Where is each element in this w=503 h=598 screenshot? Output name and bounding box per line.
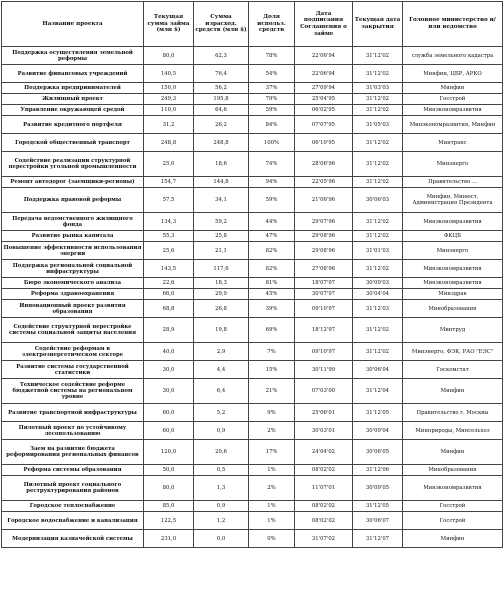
used-share-cell: 17% bbox=[249, 440, 295, 465]
spent-amount-cell: 0,9 bbox=[194, 422, 249, 440]
project-name-cell: Ремонт автодорог (заемщики-регионы) bbox=[2, 177, 144, 188]
ministry-cell: Госстрой bbox=[403, 501, 503, 512]
project-name-cell: Реформа здравоохранения bbox=[2, 289, 144, 300]
ministry-cell: Минэнерго bbox=[403, 152, 503, 177]
closing-date-cell: 30'04'04 bbox=[353, 289, 403, 300]
used-share-cell: 81% bbox=[249, 278, 295, 289]
table-row bbox=[2, 105, 503, 116]
closing-date-cell: 31'12'02 bbox=[353, 231, 403, 242]
loan-amount-cell: 60,0 bbox=[144, 422, 194, 440]
table-row bbox=[2, 260, 503, 278]
used-share-cell: 0% bbox=[249, 530, 295, 548]
spent-amount-cell: 76,4 bbox=[194, 65, 249, 83]
signing-date-cell: 22'06'94 bbox=[295, 47, 353, 65]
spent-amount-cell: 25,8 bbox=[194, 231, 249, 242]
ministry-cell: Минобразования bbox=[403, 465, 503, 476]
table-row bbox=[2, 47, 503, 65]
project-name-cell: Управление окружающей средой bbox=[2, 105, 144, 116]
project-name-cell: Модернизация казначейской системы bbox=[2, 530, 144, 548]
loan-amount-cell: 30,0 bbox=[144, 361, 194, 379]
table-row bbox=[2, 379, 503, 404]
signing-date-cell: 11'07'01 bbox=[295, 476, 353, 501]
project-name-cell: Развитие кредитного портфеля bbox=[2, 116, 144, 134]
spent-amount-cell: 117,6 bbox=[194, 260, 249, 278]
loan-amount-cell: 140,5 bbox=[144, 65, 194, 83]
project-name-cell: Инновационный проект развития образования bbox=[2, 300, 144, 318]
table-row bbox=[2, 318, 503, 343]
ministry-cell: Госстрой bbox=[403, 512, 503, 530]
signing-date-cell: 22'06'94 bbox=[295, 65, 353, 83]
used-share-cell: 84% bbox=[249, 116, 295, 134]
closing-date-cell: 30'06'04 bbox=[353, 361, 403, 379]
closing-date-cell: 31'12'02 bbox=[353, 318, 403, 343]
used-share-cell: 37% bbox=[249, 83, 295, 94]
spent-amount-cell: 26,2 bbox=[194, 116, 249, 134]
signing-date-cell: 07'07'95 bbox=[295, 116, 353, 134]
project-name-cell: Бюро экономического анализа bbox=[2, 278, 144, 289]
ministry-cell: Минфин bbox=[403, 530, 503, 548]
signing-date-cell: 25'06'01 bbox=[295, 404, 353, 422]
used-share-cell: 45% bbox=[249, 289, 295, 300]
closing-date-cell: 31'12'06 bbox=[353, 465, 403, 476]
ministry-cell: Минэкономразвития bbox=[403, 260, 503, 278]
used-share-cell: 82% bbox=[249, 242, 295, 260]
table-row bbox=[2, 65, 503, 83]
spent-amount-cell: 62,3 bbox=[194, 47, 249, 65]
signing-date-cell: 28'06'96 bbox=[295, 152, 353, 177]
loan-amount-cell: 134,3 bbox=[144, 213, 194, 231]
closing-date-cell: 30'06'03 bbox=[353, 188, 403, 213]
signing-date-cell: 29'08'96 bbox=[295, 231, 353, 242]
closing-date-cell: 31'12'02 bbox=[353, 213, 403, 231]
loan-amount-cell: 248,8 bbox=[144, 134, 194, 152]
project-name-cell: Поддержка правовой реформы bbox=[2, 188, 144, 213]
closing-date-cell: 31'12'02 bbox=[353, 152, 403, 177]
used-share-cell: 100% bbox=[249, 134, 295, 152]
table-row bbox=[2, 404, 503, 422]
signing-date-cell: 22'05'96 bbox=[295, 177, 353, 188]
project-name-cell: Развитие транспортной инфраструктуры bbox=[2, 404, 144, 422]
spent-amount-cell: 34,1 bbox=[194, 188, 249, 213]
closing-date-cell: 31'12'02 bbox=[353, 134, 403, 152]
signing-date-cell: 27'08'96 bbox=[295, 260, 353, 278]
signing-date-cell: 30'11'99 bbox=[295, 361, 353, 379]
project-name-cell: Поддержка региональной социальной инфраструктуры bbox=[2, 260, 144, 278]
ministry-cell: ФКЦБ bbox=[403, 231, 503, 242]
ministry-cell: Минэкономразвития bbox=[403, 105, 503, 116]
ministry-cell: Минэкономразвития bbox=[403, 476, 503, 501]
closing-date-cell: 31'12'02 bbox=[353, 177, 403, 188]
spent-amount-cell: 0,0 bbox=[194, 530, 249, 548]
spent-amount-cell: 20,6 bbox=[194, 440, 249, 465]
spent-amount-cell: 21,1 bbox=[194, 242, 249, 260]
project-name-cell: Реформа системы образования bbox=[2, 465, 144, 476]
loan-amount-cell: 120,0 bbox=[144, 440, 194, 465]
closing-date-cell: 31'12'02 bbox=[353, 105, 403, 116]
used-share-cell: 9% bbox=[249, 404, 295, 422]
ministry-cell: Минобразования bbox=[403, 300, 503, 318]
project-name-cell: Повышение эффективности использования энергии bbox=[2, 242, 144, 260]
loan-amount-cell: 231,0 bbox=[144, 530, 194, 548]
used-share-cell: 47% bbox=[249, 231, 295, 242]
ministry-cell: Госстрой bbox=[403, 94, 503, 105]
table-row bbox=[2, 94, 503, 105]
project-name-cell: Городское теплоснабжение bbox=[2, 501, 144, 512]
used-share-cell: 74% bbox=[249, 152, 295, 177]
project-name-cell: Пилотный проект по устойчивому лесопользованию bbox=[2, 422, 144, 440]
closing-date-cell: 30'09'04 bbox=[353, 422, 403, 440]
table-row bbox=[2, 289, 503, 300]
closing-date-cell: 30'06'05 bbox=[353, 440, 403, 465]
header-signing-date: Дата подписания Соглашения о займе bbox=[295, 2, 353, 47]
used-share-cell: 78% bbox=[249, 47, 295, 65]
spent-amount-cell: 2,9 bbox=[194, 343, 249, 361]
spent-amount-cell: 0,9 bbox=[194, 501, 249, 512]
used-share-cell: 59% bbox=[249, 188, 295, 213]
closing-date-cell: 30'09'03 bbox=[353, 278, 403, 289]
loan-amount-cell: 85,0 bbox=[144, 501, 194, 512]
table-row bbox=[2, 278, 503, 289]
header-ministry: Головное министерство и/или ведомство bbox=[403, 2, 503, 47]
closing-date-cell: 31'12'07 bbox=[353, 530, 403, 548]
ministry-cell: Минтруд bbox=[403, 318, 503, 343]
loan-amount-cell: 57,5 bbox=[144, 188, 194, 213]
used-share-cell: 1% bbox=[249, 465, 295, 476]
ministry-cell: Минфин, ЦБР, АРКО bbox=[403, 65, 503, 83]
table-row bbox=[2, 361, 503, 379]
closing-date-cell: 31'01'03 bbox=[353, 242, 403, 260]
table-row bbox=[2, 116, 503, 134]
signing-date-cell: 09'10'97 bbox=[295, 343, 353, 361]
spent-amount-cell: 144,8 bbox=[194, 177, 249, 188]
table-row bbox=[2, 83, 503, 94]
loan-amount-cell: 68,8 bbox=[144, 300, 194, 318]
project-name-cell: Городское водоснабжение и канализация bbox=[2, 512, 144, 530]
table-row bbox=[2, 512, 503, 530]
header-project-name: Название проекта bbox=[2, 2, 144, 47]
used-share-cell: 15% bbox=[249, 361, 295, 379]
table-row bbox=[2, 134, 503, 152]
table-header-row bbox=[2, 2, 503, 47]
header-spent-amount: Сумма израсход. средств (млн $) bbox=[194, 2, 249, 47]
project-name-cell: Поддержка предпринимателей bbox=[2, 83, 144, 94]
signing-date-cell: 30'03'01 bbox=[295, 422, 353, 440]
project-name-cell: Городской общественный транспорт bbox=[2, 134, 144, 152]
signing-date-cell: 08'02'02 bbox=[295, 465, 353, 476]
used-share-cell: 39% bbox=[249, 300, 295, 318]
closing-date-cell: 31'12'05 bbox=[353, 404, 403, 422]
signing-date-cell: 31'07'02 bbox=[295, 530, 353, 548]
ministry-cell: Минэкономразвития bbox=[403, 278, 503, 289]
project-name-cell: Техническое содействие реформе бюджетной системы на региональном уровне bbox=[2, 379, 144, 404]
used-share-cell: 94% bbox=[249, 177, 295, 188]
signing-date-cell: 06'02'95 bbox=[295, 105, 353, 116]
project-name-cell: Поддержка осуществления земельной реформы bbox=[2, 47, 144, 65]
table-row bbox=[2, 231, 503, 242]
loan-amount-cell: 40,0 bbox=[144, 343, 194, 361]
loan-amount-cell: 22,6 bbox=[144, 278, 194, 289]
loan-amount-cell: 31,2 bbox=[144, 116, 194, 134]
loan-amount-cell: 122,5 bbox=[144, 512, 194, 530]
table-row bbox=[2, 465, 503, 476]
table-row bbox=[2, 343, 503, 361]
loan-amount-cell: 150,0 bbox=[144, 83, 194, 94]
table-row bbox=[2, 213, 503, 231]
closing-date-cell: 31'03'03 bbox=[353, 83, 403, 94]
closing-date-cell: 31'12'02 bbox=[353, 65, 403, 83]
signing-date-cell: 21'06'96 bbox=[295, 188, 353, 213]
ministry-cell: Минфин, Минюст, Администрация Президента bbox=[403, 188, 503, 213]
spent-amount-cell: 4,4 bbox=[194, 361, 249, 379]
ministry-cell: Минфин bbox=[403, 379, 503, 404]
loan-amount-cell: 25,0 bbox=[144, 152, 194, 177]
loan-amount-cell: 66,0 bbox=[144, 289, 194, 300]
closing-date-cell: 31'05'03 bbox=[353, 116, 403, 134]
project-name-cell: Развитие рынка капитала bbox=[2, 231, 144, 242]
ministry-cell: Минэкономразвития, Минфин bbox=[403, 116, 503, 134]
project-name-cell: Заем на развитие бюджета реформирования региональных финансов bbox=[2, 440, 144, 465]
closing-date-cell: 31'12'02 bbox=[353, 260, 403, 278]
table-row bbox=[2, 300, 503, 318]
closing-date-cell: 31'12'04 bbox=[353, 379, 403, 404]
loan-amount-cell: 154,7 bbox=[144, 177, 194, 188]
loan-amount-cell: 30,0 bbox=[144, 379, 194, 404]
ministry-cell: Минздрав bbox=[403, 289, 503, 300]
closing-date-cell: 31'12'05 bbox=[353, 501, 403, 512]
ministry-cell: Минэнерго, ФЭК, РАО "ЕЭС" bbox=[403, 343, 503, 361]
project-name-cell: Развитие системы государственной статистики bbox=[2, 361, 144, 379]
loan-amount-cell: 110,0 bbox=[144, 105, 194, 116]
spent-amount-cell: 26,8 bbox=[194, 300, 249, 318]
header-closing-date: Текущая дата закрытия bbox=[353, 2, 403, 47]
closing-date-cell: 31'12'02 bbox=[353, 47, 403, 65]
table-row bbox=[2, 242, 503, 260]
used-share-cell: 79% bbox=[249, 94, 295, 105]
signing-date-cell: 29'08'96 bbox=[295, 242, 353, 260]
used-share-cell: 2% bbox=[249, 476, 295, 501]
spent-amount-cell: 64,6 bbox=[194, 105, 249, 116]
project-name-cell: Пилотный проект социального реструктурирования районов bbox=[2, 476, 144, 501]
spent-amount-cell: 29,9 bbox=[194, 289, 249, 300]
loan-amount-cell: 50,0 bbox=[144, 465, 194, 476]
used-share-cell: 54% bbox=[249, 65, 295, 83]
ministry-cell: Минфин bbox=[403, 440, 503, 465]
signing-date-cell: 09'10'97 bbox=[295, 300, 353, 318]
ministry-cell: Минэкономразвития bbox=[403, 213, 503, 231]
signing-date-cell: 18'12'97 bbox=[295, 318, 353, 343]
spent-amount-cell: 5,2 bbox=[194, 404, 249, 422]
project-name-cell: Передача ведомственного жилищного фонда bbox=[2, 213, 144, 231]
closing-date-cell: 31'12'02 bbox=[353, 94, 403, 105]
signing-date-cell: 06'10'95 bbox=[295, 134, 353, 152]
spent-amount-cell: 248,8 bbox=[194, 134, 249, 152]
project-name-cell: Развитие финансовых учреждений bbox=[2, 65, 144, 83]
closing-date-cell: 31'12'02 bbox=[353, 343, 403, 361]
spent-amount-cell: 0,5 bbox=[194, 465, 249, 476]
loan-amount-cell: 80,0 bbox=[144, 476, 194, 501]
table-row bbox=[2, 177, 503, 188]
header-loan-amount: Текущая сумма займа (млн $) bbox=[144, 2, 194, 47]
spent-amount-cell: 18,3 bbox=[194, 278, 249, 289]
signing-date-cell: 08'02'02 bbox=[295, 512, 353, 530]
loan-amount-cell: 249,3 bbox=[144, 94, 194, 105]
ministry-cell: Минтранс bbox=[403, 134, 503, 152]
loan-projects-table bbox=[1, 1, 503, 548]
used-share-cell: 1% bbox=[249, 512, 295, 530]
ministry-cell: Правительство г. Москвы bbox=[403, 404, 503, 422]
ministry-cell: Минфин bbox=[403, 83, 503, 94]
table-row bbox=[2, 440, 503, 465]
table-row bbox=[2, 422, 503, 440]
ministry-cell: Минприроды, Минсельхоз bbox=[403, 422, 503, 440]
signing-date-cell: 24'04'02 bbox=[295, 440, 353, 465]
loan-amount-cell: 80,0 bbox=[144, 47, 194, 65]
signing-date-cell: 25'04'95 bbox=[295, 94, 353, 105]
closing-date-cell: 30'06'07 bbox=[353, 512, 403, 530]
table-row bbox=[2, 152, 503, 177]
table-row bbox=[2, 501, 503, 512]
header-used-share: Доля использ. средств bbox=[249, 2, 295, 47]
used-share-cell: 59% bbox=[249, 105, 295, 116]
spent-amount-cell: 6,4 bbox=[194, 379, 249, 404]
ministry-cell: служба земельного кадастра bbox=[403, 47, 503, 65]
used-share-cell: 21% bbox=[249, 379, 295, 404]
spent-amount-cell: 1,2 bbox=[194, 512, 249, 530]
signing-date-cell: 18'07'97 bbox=[295, 278, 353, 289]
spent-amount-cell: 1,3 bbox=[194, 476, 249, 501]
spent-amount-cell: 59,2 bbox=[194, 213, 249, 231]
table-row bbox=[2, 530, 503, 548]
closing-date-cell: 30'09'05 bbox=[353, 476, 403, 501]
signing-date-cell: 29'07'96 bbox=[295, 213, 353, 231]
spent-amount-cell: 56,2 bbox=[194, 83, 249, 94]
project-name-cell: Содействие реализации структурной перестройки угольной промышленности bbox=[2, 152, 144, 177]
used-share-cell: 82% bbox=[249, 260, 295, 278]
used-share-cell: 2% bbox=[249, 422, 295, 440]
signing-date-cell: 08'02'02 bbox=[295, 501, 353, 512]
loan-amount-cell: 60,0 bbox=[144, 404, 194, 422]
loan-amount-cell: 143,5 bbox=[144, 260, 194, 278]
ministry-cell: Правительство ... bbox=[403, 177, 503, 188]
ministry-cell: Минэнерго bbox=[403, 242, 503, 260]
ministry-cell: Госкомстат bbox=[403, 361, 503, 379]
used-share-cell: 1% bbox=[249, 501, 295, 512]
loan-amount-cell: 28,9 bbox=[144, 318, 194, 343]
project-name-cell: Содействие структурной перестройке системы социальной защиты населения bbox=[2, 318, 144, 343]
spent-amount-cell: 195,8 bbox=[194, 94, 249, 105]
table-row bbox=[2, 188, 503, 213]
project-name-cell: Содействие реформам в электроэнергетическом секторе bbox=[2, 343, 144, 361]
used-share-cell: 69% bbox=[249, 318, 295, 343]
loan-amount-cell: 25,6 bbox=[144, 242, 194, 260]
signing-date-cell: 30'07'97 bbox=[295, 289, 353, 300]
spent-amount-cell: 18,6 bbox=[194, 152, 249, 177]
closing-date-cell: 31'12'03 bbox=[353, 300, 403, 318]
used-share-cell: 44% bbox=[249, 213, 295, 231]
used-share-cell: 7% bbox=[249, 343, 295, 361]
signing-date-cell: 07'03'00 bbox=[295, 379, 353, 404]
table-row bbox=[2, 476, 503, 501]
signing-date-cell: 27'09'94 bbox=[295, 83, 353, 94]
loan-amount-cell: 55,3 bbox=[144, 231, 194, 242]
spent-amount-cell: 19,8 bbox=[194, 318, 249, 343]
project-name-cell: Жилищный проект bbox=[2, 94, 144, 105]
